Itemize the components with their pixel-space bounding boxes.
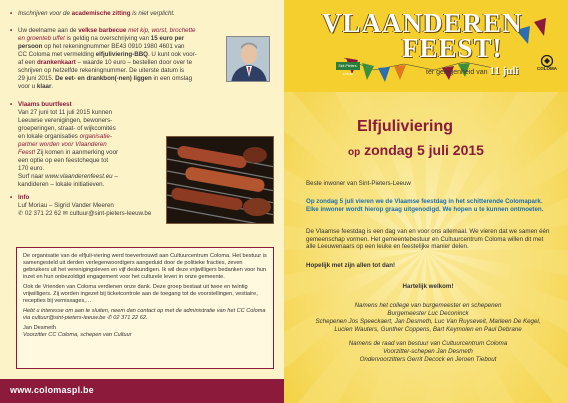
bullet-barbecue xyxy=(10,27,220,91)
b2-text-run: – waarde 10 euro – bestellen door over te xyxy=(75,59,193,66)
b2-text-run: en groenteb uffet xyxy=(18,35,65,42)
website-link[interactable]: www.colomaspl.be xyxy=(10,385,94,395)
b2-text-run: met kip, worst, brochette xyxy=(126,27,196,34)
tagline-prefix: ter gelegenheid van xyxy=(426,69,488,76)
b2-text-run: Uw deelname aan de xyxy=(18,27,79,34)
b3-text-run: Van 27 juni tot 11 juli 2015 kunnen xyxy=(18,109,113,116)
organisation-box xyxy=(16,247,274,369)
b3-text-run: www.vlaanderenfeest.eu xyxy=(45,173,113,180)
coloma-emblem-icon xyxy=(540,55,554,67)
b1-post: is niet verplicht. xyxy=(132,10,175,17)
municipality-badge: Sint-Pieters-Leeuw xyxy=(336,62,360,70)
b2-text-run: drankenkaart xyxy=(36,59,76,66)
b2-line xyxy=(18,51,220,59)
b2-text-run: 29 juni 2015. xyxy=(18,75,56,82)
b2-line xyxy=(18,83,220,91)
event-date-rest: zondag 5 juli 2015 xyxy=(364,142,484,158)
coloma-logo xyxy=(534,55,560,75)
b4-text xyxy=(10,194,210,218)
portrait-photo xyxy=(226,36,270,82)
box-paragraph-2: Ook de Vrienden van Coloma verdienen onze dank. Deze groep bestaat uit twee en twintig vrijwilligers. Zij worden ingezet bij ticketcontrole aan de toegang tot de voorstellingen, vestiaire, recepties bij vernissages,… xyxy=(23,284,258,304)
bullet-dot: • xyxy=(10,194,13,201)
right-panel xyxy=(284,0,568,403)
bullet-info xyxy=(10,194,210,218)
box-paragraph-3: Hebt u interesse om aan te sluiten, neem dan contact op met de administratie van het CC Coloma via cultuur@sint-pieters-leeuw.be ✆ 02 371 22 62. xyxy=(23,308,266,321)
b2-line xyxy=(18,67,220,75)
b4-text-run: ✆ 02 371 22 62 ✉ cultuur@sint-pieters-leeuw.be xyxy=(18,210,152,217)
box-signature-role: Voorzitter CC Coloma, schepen van Cultuur xyxy=(23,332,132,338)
logo-feest: FEEST! xyxy=(402,33,503,63)
b3-line xyxy=(18,125,170,133)
b2-text-run: CC Coloma met vermelding xyxy=(18,51,96,58)
tagline-day: 11 juli xyxy=(489,65,519,77)
b3-text-run: – xyxy=(112,173,118,180)
signature-vice-chairs: Ondervoorzitters Gerrit Decock en Jeroen Tiebout xyxy=(359,356,497,363)
b2-text-run: . xyxy=(51,83,54,90)
b2-text-run: op het rekeningnummer BE43 0910 1980 4601 van xyxy=(42,43,185,50)
invitation-paragraph: Op zondag 5 juli vieren we de Vlaamse feestdag in het schitterende Colomapark. Elke inwoner wordt hierop graag uitgenodigd. We hopen u te kunnen ontmoeten. xyxy=(306,198,544,213)
b2-text-run: klaar xyxy=(36,83,52,90)
signature-chair: Voorzitter-schepen Jan Desmeth xyxy=(383,348,473,355)
b3-text-run: organisatie- xyxy=(79,133,112,140)
b3-line xyxy=(18,173,170,181)
b3-text-run: Feest! xyxy=(18,149,36,156)
b2-line xyxy=(18,75,220,83)
b2-line xyxy=(18,59,220,67)
b3-line xyxy=(18,109,170,117)
b1-mag: academische zitting xyxy=(71,10,131,17)
b2-text-run: velkse barbecue xyxy=(78,27,127,34)
b3-text-run: Vlaams buurtfeest xyxy=(18,101,72,108)
b3-text-run: kandideren – lokale initiatieven. xyxy=(18,181,105,188)
greeting: Beste inwoner van Sint-Pieters-Leeuw xyxy=(306,180,411,187)
b3-text xyxy=(10,101,170,189)
b3-line xyxy=(18,133,170,141)
signature-board: Namens de raad van bestuur van Cultuurcentrum Coloma xyxy=(348,340,508,347)
b4-line xyxy=(18,202,210,210)
b2-line xyxy=(18,27,220,35)
coloma-label: COLOMA xyxy=(537,66,557,71)
welcome-line: Hartelijk welkom! xyxy=(402,283,454,290)
b4-line xyxy=(18,194,210,202)
b3-line xyxy=(18,117,170,125)
b2-text-run: . U kunt ook voor- xyxy=(147,51,197,58)
b2-text-run: in een omslag xyxy=(151,75,193,82)
bullet-dot: • xyxy=(10,27,13,34)
bullet-dot: • xyxy=(10,10,13,17)
b2-text-run: elfjuliviering-BBQ xyxy=(95,51,148,58)
box-paragraph-1: De organisatie van de elfjuli-viering werd toevertrouwd aan Cultuurcentrum Coloma. Het bestuur is samengesteld uit derden verlegenwoordigers aangeduid door de politieke fracties, zeven gebruikers uit het verenigingsleven en vijf deskundigen. Ik wil deze vrijwilligers bedanken voor hun inzet en hun onbezoldigd engagement voor het culturele leven in onze gemeente. xyxy=(23,253,267,280)
b3-text-run: Leeuwse verenigingen, bewoners- xyxy=(18,117,113,124)
b3-text-run: Zij komen in aanmerking voor xyxy=(35,149,119,156)
bullet-dot: • xyxy=(10,101,13,108)
logo-vlaanderen: VLAANDEREN xyxy=(322,8,523,38)
b3-line xyxy=(18,101,170,109)
hope-line: Hopelijk met zijn allen tot dan! xyxy=(306,262,396,269)
b3-text-run: partner worden voor Vlaanderen xyxy=(18,141,107,148)
b3-line xyxy=(18,165,170,173)
signature-aldermen-2: Lucien Wauters, Gunther Coppens, Bart Keymolen en Paul Debrane xyxy=(334,326,522,333)
tagline xyxy=(426,65,519,77)
signature-mayor: Burgemeester Luc Deconinck xyxy=(387,310,469,317)
event-date xyxy=(348,142,484,158)
signature-aldermen-1: Schepenen Jos Speeckaert, Jan Desmeth, Luc Van Ruyseveit, Marleen De Kegel, xyxy=(315,318,541,325)
b3-text-run: groeperingen, straat- of wijkcomités xyxy=(18,125,116,132)
b3-line xyxy=(18,149,170,157)
event-title: Elfjuliviering xyxy=(357,118,454,135)
b3-line xyxy=(18,141,170,149)
b2-line xyxy=(18,43,220,51)
b3-text-run: Surf naar xyxy=(18,173,46,180)
b2-text-run: schrijven op hetzelfde rekeningnummer. De uiterste datum is xyxy=(18,67,185,74)
b2-text-run: De eet- en drankbon(-nen) liggen xyxy=(55,75,152,82)
body-paragraph: De Vlaamse feestdag is een dag van en voor ons allemaal. We vieren dat we samen één gemeenschap vormen. Het gemeentebestuur en Cultuurcentrum Coloma willen dit met alle Leeuwenaars op een leuke en feestelijke manier delen. xyxy=(306,228,550,251)
b2-line xyxy=(18,35,220,43)
bullet-registration xyxy=(10,10,272,18)
b4-line xyxy=(18,210,210,218)
b2-text-run: 15 euro per xyxy=(150,35,185,42)
box-signature-name: Jan Desmeth xyxy=(23,325,56,331)
b2-text xyxy=(10,27,220,91)
b4-text-run: Info xyxy=(18,194,30,201)
b3-text-run: een optie op een feestcheque tot xyxy=(18,157,109,164)
footer-bar xyxy=(0,379,284,403)
b3-text-run: en lokale organisaties xyxy=(18,133,80,140)
b2-text-run: voor u xyxy=(18,83,37,90)
signature-college: Namens het college van burgemeester en schepenen xyxy=(354,302,502,309)
b3-text-run: 170 euro. xyxy=(18,165,45,172)
b3-line xyxy=(18,157,170,165)
b3-line xyxy=(18,181,170,189)
bullet-neighbourhood xyxy=(10,101,170,189)
b2-text-run: is geldig na overschrijving van xyxy=(64,35,151,42)
b4-text-run: Luf Moriau – Sigrid Vander Meeren xyxy=(18,202,114,209)
event-date-op: op xyxy=(348,147,361,158)
b2-text-run: persoon xyxy=(18,43,43,50)
b1-emph: Inschrijven voor de xyxy=(18,10,70,17)
b2-text-run: af een xyxy=(18,59,37,66)
header-banner xyxy=(284,0,568,92)
